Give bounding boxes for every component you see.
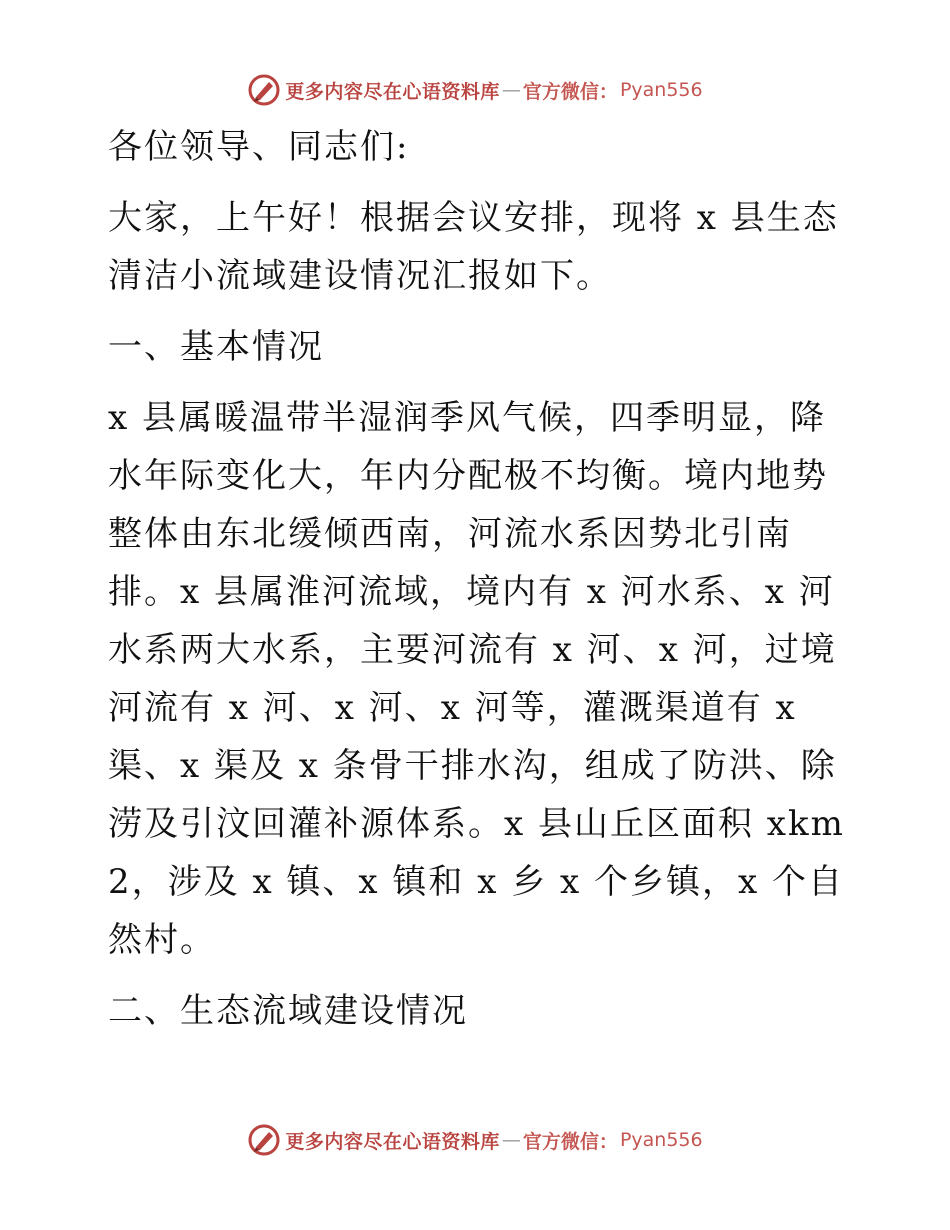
header-watermark (0, 70, 950, 110)
watermark-dash: — (501, 79, 521, 101)
greeting: 各位领导、同志们: (108, 127, 410, 167)
document-body (100, 118, 860, 1053)
intro-paragraph: 大家，上午好！根据会议安排，现将 x 县生态清洁小流域建设情况汇报如下。 (108, 198, 839, 296)
watermark-dash: — (501, 1129, 521, 1151)
watermark-main-text: 更多内容尽在心语资料库 (285, 1130, 500, 1153)
footer-watermark (0, 1120, 950, 1160)
watermark-wechat-id: Pyan556 (619, 79, 703, 101)
watermark-main-text: 更多内容尽在心语资料库 (285, 80, 500, 103)
section-heading-construction: 二、生态流域建设情况 (108, 991, 468, 1031)
watermark-wechat-id: Pyan556 (619, 1129, 703, 1151)
watermark-wechat-label: 官方微信： (522, 1130, 618, 1153)
pen-logo-icon (247, 73, 281, 107)
pen-logo-icon (247, 1123, 281, 1157)
watermark-wechat-label: 官方微信： (522, 80, 618, 103)
section-heading-basic: 一、基本情况 (108, 327, 324, 367)
basic-info-paragraph: x 县属暖温带半湿润季风气候，四季明显，降水年际变化大，年内分配极不均衡。境内地势整体由东北缓倾西南，河流水系因势北引南排。x 县属淮河流域，境内有 x 河水系、x 河水系两大水系，主要河流有 x 河、x 河，过境河流有 x 河、x 河、x 河等，灌溉渠道有 x 渠、x 渠及 x 条骨干排水沟，组成了防洪、除涝及引汶回灌补源体系。x 县山丘区面积 xkm2，涉及 x 镇、x 镇和 x 乡 x 个乡镇，x 个自然村。 (108, 398, 845, 960)
